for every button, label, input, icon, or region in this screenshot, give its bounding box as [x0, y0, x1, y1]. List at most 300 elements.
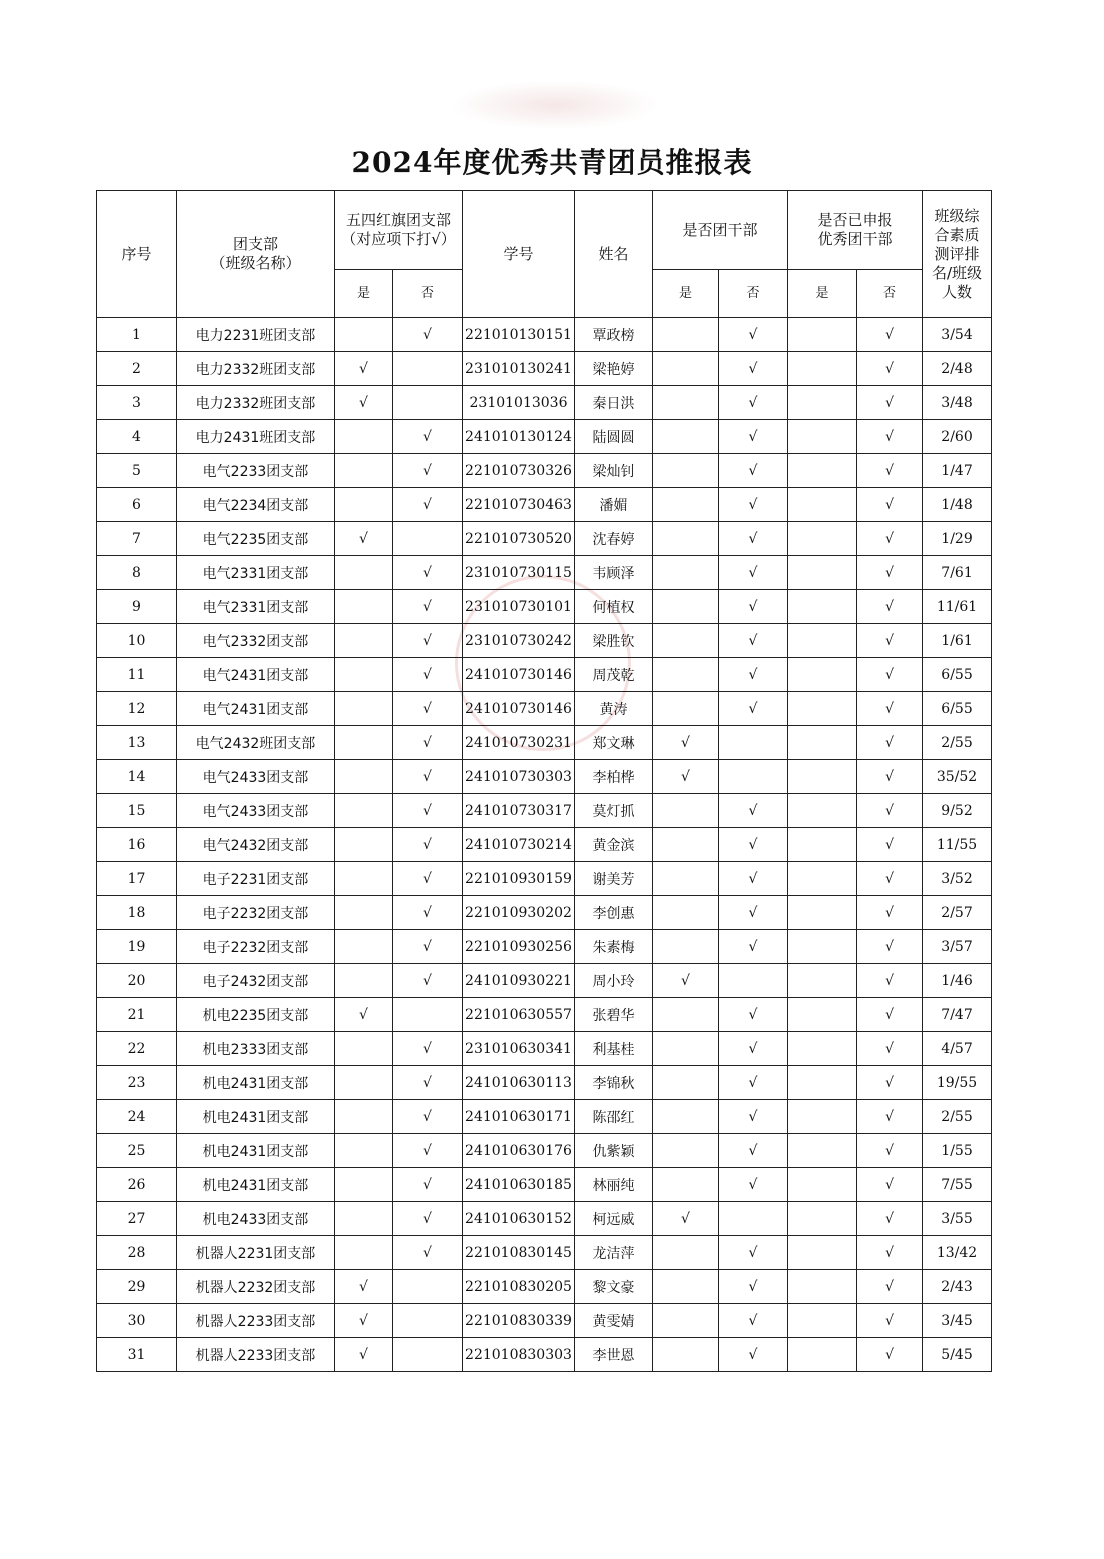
rank-cell: 7/61: [923, 556, 992, 590]
cadre-yes-cell: [653, 352, 719, 386]
page-title: 2024年度优秀共青团员推报表: [351, 146, 753, 179]
redflag-yes-cell: [335, 828, 393, 862]
seq-cell: 20: [97, 964, 177, 998]
student-id-cell: 241010630171: [463, 1100, 575, 1134]
check-mark: √: [748, 1346, 758, 1363]
student-id-cell: 221010830303: [463, 1338, 575, 1372]
branch-cell: 机电2235团支部: [177, 998, 335, 1032]
table-row: [97, 964, 992, 998]
applied-yes-cell: [788, 930, 857, 964]
check-mark: √: [423, 564, 432, 581]
check-mark: √: [423, 734, 432, 751]
recommendation-table: [96, 190, 992, 1372]
applied-yes-cell: [788, 1134, 857, 1168]
header-applied-line1: 是否已申报: [817, 211, 893, 229]
applied-no-cell: [857, 1202, 923, 1236]
seq-cell: 1: [97, 318, 177, 352]
student-id-cell: 231010730115: [463, 556, 575, 590]
header-branch-line2: （班级名称）: [210, 254, 301, 272]
table-row: [97, 794, 992, 828]
check-mark: √: [359, 360, 368, 377]
name-cell: 莫灯抓: [575, 794, 653, 828]
header-seq: 序号: [97, 191, 177, 318]
seq-cell: 5: [97, 454, 177, 488]
check-mark: √: [885, 972, 894, 989]
table-row: [97, 1134, 992, 1168]
check-mark: √: [359, 1006, 368, 1023]
applied-no-cell: [857, 352, 923, 386]
seq-cell: 25: [97, 1134, 177, 1168]
redflag-no-cell: [393, 386, 463, 420]
header-redflag-line2: （对应项下打√）: [341, 230, 456, 248]
branch-cell: 电气2432班团支部: [177, 726, 335, 760]
seq-cell: 2: [97, 352, 177, 386]
name-cell: 梁灿钊: [575, 454, 653, 488]
rank-cell: 1/48: [923, 488, 992, 522]
check-mark: √: [748, 870, 758, 887]
applied-no-cell: [857, 1236, 923, 1270]
applied-yes-cell: [788, 454, 857, 488]
applied-no-cell: [857, 522, 923, 556]
cadre-no-cell: [719, 1270, 788, 1304]
table-row: [97, 760, 992, 794]
table-row: [97, 318, 992, 352]
student-id-cell: 241010730303: [463, 760, 575, 794]
check-mark: √: [748, 462, 758, 479]
check-mark: √: [748, 836, 758, 853]
check-mark: √: [885, 1040, 894, 1057]
header-redflag: [335, 191, 463, 270]
applied-no-cell: [857, 590, 923, 624]
check-mark: √: [423, 700, 432, 717]
table-row: [97, 930, 992, 964]
check-mark: √: [423, 326, 432, 343]
check-mark: √: [885, 1278, 894, 1295]
rank-cell: 6/55: [923, 692, 992, 726]
cadre-no-cell: [719, 1100, 788, 1134]
applied-no-cell: [857, 1168, 923, 1202]
check-mark: √: [885, 1006, 894, 1023]
rank-cell: 9/52: [923, 794, 992, 828]
check-mark: √: [885, 1142, 894, 1159]
branch-cell: 电气2331团支部: [177, 590, 335, 624]
branch-cell: 机电2431团支部: [177, 1100, 335, 1134]
table-row: [97, 1236, 992, 1270]
cadre-no-cell: [719, 760, 788, 794]
table-row: [97, 1270, 992, 1304]
cadre-no-cell: [719, 828, 788, 862]
check-mark: √: [423, 870, 432, 887]
applied-no-cell: [857, 454, 923, 488]
redflag-yes-cell: [335, 1270, 393, 1304]
rank-cell: 11/61: [923, 590, 992, 624]
cadre-yes-cell: [653, 1066, 719, 1100]
cadre-yes-cell: [653, 930, 719, 964]
check-mark: √: [681, 768, 690, 785]
applied-yes-cell: [788, 1100, 857, 1134]
name-cell: 黄涛: [575, 692, 653, 726]
redflag-yes-cell: [335, 1100, 393, 1134]
cadre-yes-cell: [653, 1032, 719, 1066]
redflag-yes-cell: [335, 692, 393, 726]
applied-yes-cell: [788, 658, 857, 692]
seq-cell: 26: [97, 1168, 177, 1202]
applied-no-cell: [857, 794, 923, 828]
check-mark: √: [748, 1108, 758, 1125]
student-id-cell: 241010130124: [463, 420, 575, 454]
cadre-no-cell: [719, 930, 788, 964]
cadre-yes-cell: [653, 1236, 719, 1270]
applied-no-cell: [857, 828, 923, 862]
redflag-no-cell: [393, 420, 463, 454]
student-id-cell: 23101013036: [463, 386, 575, 420]
check-mark: √: [885, 1176, 894, 1193]
seq-cell: 11: [97, 658, 177, 692]
student-id-cell: 241010630185: [463, 1168, 575, 1202]
check-mark: √: [748, 666, 758, 683]
check-mark: √: [359, 1346, 368, 1363]
redflag-no-cell: [393, 1304, 463, 1338]
check-mark: √: [423, 666, 432, 683]
check-mark: √: [748, 1278, 758, 1295]
name-cell: 林丽纯: [575, 1168, 653, 1202]
redflag-no-cell: [393, 1066, 463, 1100]
rank-cell: 3/54: [923, 318, 992, 352]
name-cell: 李创惠: [575, 896, 653, 930]
branch-cell: 机器人2232团支部: [177, 1270, 335, 1304]
cadre-no-cell: [719, 590, 788, 624]
cadre-no-cell: [719, 522, 788, 556]
redflag-yes-cell: [335, 1338, 393, 1372]
table-body: [97, 318, 992, 1372]
check-mark: √: [359, 394, 368, 411]
seq-cell: 24: [97, 1100, 177, 1134]
name-cell: 黎文豪: [575, 1270, 653, 1304]
cadre-yes-cell: [653, 522, 719, 556]
applied-no-cell: [857, 896, 923, 930]
redflag-yes-cell: [335, 488, 393, 522]
redflag-no-cell: [393, 488, 463, 522]
check-mark: √: [423, 632, 432, 649]
cadre-no-cell: [719, 794, 788, 828]
redflag-no-cell: [393, 352, 463, 386]
header-redflag-yes: 是: [335, 270, 393, 318]
branch-cell: 电子2432团支部: [177, 964, 335, 998]
check-mark: √: [359, 1278, 368, 1295]
table-row: [97, 1304, 992, 1338]
branch-cell: 电气2233团支部: [177, 454, 335, 488]
check-mark: √: [423, 598, 432, 615]
header-rank-line: 班级综: [934, 206, 980, 225]
check-mark: √: [748, 904, 758, 921]
check-mark: √: [748, 632, 758, 649]
applied-no-cell: [857, 692, 923, 726]
branch-cell: 电气2235团支部: [177, 522, 335, 556]
header-name: 姓名: [575, 191, 653, 318]
check-mark: √: [885, 496, 894, 513]
check-mark: √: [423, 428, 432, 445]
check-mark: √: [885, 598, 894, 615]
cadre-no-cell: [719, 896, 788, 930]
rank-cell: 7/55: [923, 1168, 992, 1202]
branch-cell: 电气2433团支部: [177, 794, 335, 828]
redflag-no-cell: [393, 862, 463, 896]
check-mark: √: [359, 1312, 368, 1329]
rank-cell: 3/45: [923, 1304, 992, 1338]
check-mark: √: [423, 972, 432, 989]
check-mark: √: [423, 836, 432, 853]
cadre-yes-cell: [653, 828, 719, 862]
check-mark: √: [423, 1074, 432, 1091]
applied-yes-cell: [788, 522, 857, 556]
header-rank-line: 人数: [942, 282, 973, 301]
cadre-yes-cell: [653, 692, 719, 726]
redflag-yes-cell: [335, 556, 393, 590]
check-mark: √: [885, 938, 894, 955]
cadre-yes-cell: [653, 318, 719, 352]
header-cadre-no: 否: [719, 270, 788, 318]
table-row: [97, 692, 992, 726]
branch-cell: 电气2431团支部: [177, 658, 335, 692]
check-mark: √: [885, 632, 894, 649]
seq-cell: 16: [97, 828, 177, 862]
redflag-yes-cell: [335, 930, 393, 964]
cadre-no-cell: [719, 1338, 788, 1372]
check-mark: √: [885, 904, 894, 921]
header-applied-line2: 优秀团干部: [817, 230, 893, 248]
applied-yes-cell: [788, 1236, 857, 1270]
check-mark: √: [423, 462, 432, 479]
redflag-yes-cell: [335, 794, 393, 828]
redflag-yes-cell: [335, 352, 393, 386]
redflag-yes-cell: [335, 862, 393, 896]
student-id-cell: 221010830145: [463, 1236, 575, 1270]
rank-cell: 4/57: [923, 1032, 992, 1066]
name-cell: 梁胜钦: [575, 624, 653, 658]
table-row: [97, 1066, 992, 1100]
seq-cell: 19: [97, 930, 177, 964]
applied-no-cell: [857, 624, 923, 658]
student-id-cell: 241010630152: [463, 1202, 575, 1236]
cadre-yes-cell: [653, 556, 719, 590]
table-row: [97, 386, 992, 420]
redflag-no-cell: [393, 1032, 463, 1066]
applied-yes-cell: [788, 420, 857, 454]
check-mark: √: [885, 1210, 894, 1227]
check-mark: √: [885, 1312, 894, 1329]
table-row: [97, 658, 992, 692]
check-mark: √: [423, 938, 432, 955]
check-mark: √: [885, 1346, 894, 1363]
rank-cell: 3/55: [923, 1202, 992, 1236]
table-row: [97, 726, 992, 760]
name-cell: 郑文琳: [575, 726, 653, 760]
seq-cell: 15: [97, 794, 177, 828]
rank-cell: 19/55: [923, 1066, 992, 1100]
table-row: [97, 624, 992, 658]
seq-cell: 31: [97, 1338, 177, 1372]
seq-cell: 12: [97, 692, 177, 726]
check-mark: √: [885, 564, 894, 581]
seq-cell: 9: [97, 590, 177, 624]
rank-cell: 1/46: [923, 964, 992, 998]
name-cell: 梁艳婷: [575, 352, 653, 386]
applied-yes-cell: [788, 1032, 857, 1066]
check-mark: √: [681, 1210, 690, 1227]
check-mark: √: [423, 1210, 432, 1227]
cadre-no-cell: [719, 1134, 788, 1168]
check-mark: √: [359, 530, 368, 547]
check-mark: √: [748, 938, 758, 955]
check-mark: √: [885, 360, 894, 377]
student-id-cell: 221010930159: [463, 862, 575, 896]
redflag-no-cell: [393, 454, 463, 488]
redflag-no-cell: [393, 1202, 463, 1236]
branch-cell: 机电2333团支部: [177, 1032, 335, 1066]
applied-no-cell: [857, 998, 923, 1032]
check-mark: √: [748, 360, 758, 377]
check-mark: √: [885, 802, 894, 819]
redflag-no-cell: [393, 658, 463, 692]
branch-cell: 电气2433团支部: [177, 760, 335, 794]
cadre-no-cell: [719, 624, 788, 658]
seq-cell: 4: [97, 420, 177, 454]
header-branch-line1: 团支部: [232, 235, 278, 253]
student-id-cell: 231010730242: [463, 624, 575, 658]
redflag-yes-cell: [335, 1202, 393, 1236]
branch-cell: 电力2431班团支部: [177, 420, 335, 454]
redflag-no-cell: [393, 828, 463, 862]
branch-cell: 机器人2233团支部: [177, 1304, 335, 1338]
rank-cell: 2/43: [923, 1270, 992, 1304]
student-id-cell: 231010130241: [463, 352, 575, 386]
cadre-yes-cell: [653, 488, 719, 522]
header-cadre-yes: 是: [653, 270, 719, 318]
redflag-yes-cell: [335, 1236, 393, 1270]
redflag-yes-cell: [335, 896, 393, 930]
name-cell: 张碧华: [575, 998, 653, 1032]
applied-yes-cell: [788, 1270, 857, 1304]
check-mark: √: [748, 564, 758, 581]
check-mark: √: [681, 972, 690, 989]
cadre-yes-cell: [653, 964, 719, 998]
name-cell: 利基桂: [575, 1032, 653, 1066]
table-row: [97, 488, 992, 522]
redflag-yes-cell: [335, 522, 393, 556]
table-row: [97, 1338, 992, 1372]
name-cell: 李柏桦: [575, 760, 653, 794]
header-applied: [788, 191, 923, 270]
check-mark: √: [885, 870, 894, 887]
seq-cell: 30: [97, 1304, 177, 1338]
cadre-no-cell: [719, 352, 788, 386]
rank-cell: 11/55: [923, 828, 992, 862]
redflag-yes-cell: [335, 760, 393, 794]
check-mark: √: [748, 394, 758, 411]
seq-cell: 14: [97, 760, 177, 794]
redflag-yes-cell: [335, 658, 393, 692]
name-cell: 谢美芳: [575, 862, 653, 896]
table-row: [97, 522, 992, 556]
header-branch: [177, 191, 335, 318]
cadre-no-cell: [719, 1066, 788, 1100]
redflag-no-cell: [393, 930, 463, 964]
redflag-yes-cell: [335, 1134, 393, 1168]
student-id-cell: 241010930221: [463, 964, 575, 998]
check-mark: √: [748, 1074, 758, 1091]
name-cell: 陆圆圆: [575, 420, 653, 454]
rank-cell: 2/55: [923, 1100, 992, 1134]
cadre-no-cell: [719, 488, 788, 522]
cadre-yes-cell: [653, 862, 719, 896]
applied-no-cell: [857, 1066, 923, 1100]
rank-cell: 35/52: [923, 760, 992, 794]
table-row: [97, 352, 992, 386]
check-mark: √: [748, 530, 758, 547]
seq-cell: 17: [97, 862, 177, 896]
student-id-cell: 221010730326: [463, 454, 575, 488]
header-rank-line: 合素质: [934, 225, 980, 244]
name-cell: 何植权: [575, 590, 653, 624]
header-rank-line: 测评排: [934, 244, 980, 263]
cadre-no-cell: [719, 862, 788, 896]
student-id-cell: 241010630176: [463, 1134, 575, 1168]
redflag-no-cell: [393, 556, 463, 590]
header-redflag-line1: 五四红旗团支部: [345, 211, 451, 229]
applied-yes-cell: [788, 964, 857, 998]
check-mark: √: [423, 768, 432, 785]
rank-cell: 2/60: [923, 420, 992, 454]
cadre-yes-cell: [653, 1270, 719, 1304]
header-rank: [923, 191, 992, 318]
cadre-no-cell: [719, 318, 788, 352]
cadre-no-cell: [719, 692, 788, 726]
seq-cell: 28: [97, 1236, 177, 1270]
cadre-yes-cell: [653, 1304, 719, 1338]
student-id-cell: 241010730146: [463, 658, 575, 692]
check-mark: √: [748, 496, 758, 513]
cadre-yes-cell: [653, 794, 719, 828]
table-row: [97, 1202, 992, 1236]
table-row: [97, 998, 992, 1032]
seq-cell: 6: [97, 488, 177, 522]
applied-yes-cell: [788, 1304, 857, 1338]
check-mark: √: [885, 734, 894, 751]
student-id-cell: 221010830205: [463, 1270, 575, 1304]
student-id-cell: 231010730101: [463, 590, 575, 624]
applied-no-cell: [857, 760, 923, 794]
cadre-no-cell: [719, 998, 788, 1032]
table-row: [97, 1100, 992, 1134]
seq-cell: 7: [97, 522, 177, 556]
rank-cell: 3/52: [923, 862, 992, 896]
name-cell: 龙洁萍: [575, 1236, 653, 1270]
redflag-no-cell: [393, 794, 463, 828]
redflag-no-cell: [393, 590, 463, 624]
student-id-cell: 221010930256: [463, 930, 575, 964]
student-id-cell: 221010130151: [463, 318, 575, 352]
branch-cell: 机电2433团支部: [177, 1202, 335, 1236]
table-row: [97, 590, 992, 624]
name-cell: 覃政榜: [575, 318, 653, 352]
cadre-no-cell: [719, 1168, 788, 1202]
check-mark: √: [885, 700, 894, 717]
student-id-cell: 241010730146: [463, 692, 575, 726]
applied-yes-cell: [788, 318, 857, 352]
student-id-cell: 231010630341: [463, 1032, 575, 1066]
applied-yes-cell: [788, 760, 857, 794]
check-mark: √: [885, 530, 894, 547]
